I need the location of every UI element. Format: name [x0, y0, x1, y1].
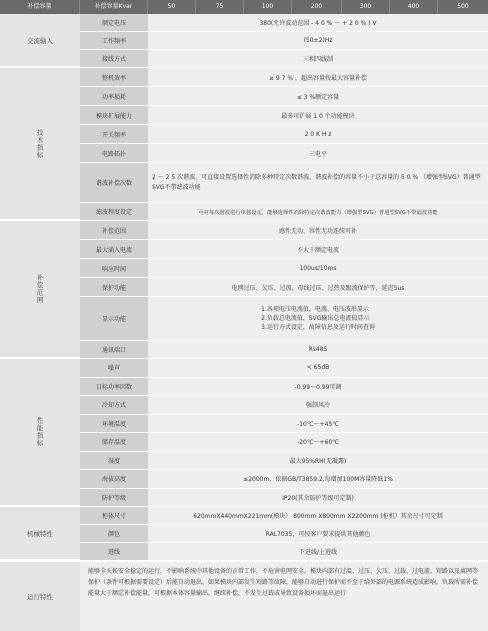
row-value-wiring: 三相四线制	[148, 50, 488, 68]
row-label-rated-voltage: 额定电压	[80, 14, 148, 32]
row-label-target-pf: 目标功率因数	[80, 378, 148, 397]
category-mechanical: 机械特性	[0, 507, 80, 561]
row-label-cabinet-size: 柜体尺寸	[80, 507, 148, 525]
row-value-rated-voltage: 380(允许波动范围 - 4 0 % ～ + 2 0 % ) V	[148, 14, 488, 32]
row-label-altitude: 海拔高度	[80, 470, 148, 489]
row-label-display: 显示功能	[80, 297, 148, 341]
row-value-machine-eff: ≥ 9 7 % ，超出容量按最大容量补偿	[148, 68, 488, 87]
header-capacity-200: 200	[292, 0, 342, 14]
row-value-cabling: 下进线/上进线	[148, 543, 488, 561]
row-value-comp-scope: 感性无功、容性无功连续可补	[148, 221, 488, 240]
header-capacity-75: 75	[196, 0, 244, 14]
row-label-env-temp: 环境温度	[80, 415, 148, 434]
row-label-humidity: 湿度	[80, 452, 148, 471]
row-label-max-inrush: 最大涌入电流	[80, 240, 148, 259]
row-value-env-temp: -10℃～+45℃	[148, 415, 488, 434]
row-value-store-temp: -20℃～+60℃	[148, 433, 488, 452]
row-label-circuit-topo: 电路拓扑	[80, 144, 148, 163]
row-value-humidity: 最大95%RH(无凝露)	[148, 452, 488, 471]
row-value-display	[148, 297, 488, 341]
row-label-filter-set: 滤波程度设定	[80, 203, 148, 221]
row-value-resp-time: 100us/10ms	[148, 259, 488, 278]
row-label-power-loss: 功率损耗	[80, 87, 148, 106]
row-label-store-temp: 储存温度	[80, 433, 148, 452]
row-value-color: RAL7035，可按客户要求提供其他颜色	[148, 525, 488, 543]
header-col-capacity: 补偿容量	[0, 0, 80, 14]
row-value-altitude: ≤2000m，依据GB/T3859.2,每增加100M容量降低1%	[148, 470, 488, 489]
row-label-switch-freq: 开关频率	[80, 125, 148, 144]
row-value-cabinet-size: 620mmX440mmX221mm(模块） 800mm X800mm X2200mm (柜机）其余尺寸可定制	[148, 507, 488, 525]
row-label-comp-scope: 补偿范围	[80, 221, 148, 240]
row-value-cooling: 强制风冷	[148, 396, 488, 415]
row-label-machine-eff: 整机效率	[80, 68, 148, 87]
display-line-3: 3.运行方式设定，故障信息及运行时间查询	[261, 324, 375, 331]
row-label-noise: 噪声	[80, 359, 148, 378]
row-value-target-pf: -0.99～0.99可调	[148, 378, 488, 397]
row-value-comm-port: Rs485	[148, 341, 488, 359]
row-value-module-exp: 最多可扩展 1 0 个功能模块	[148, 106, 488, 125]
header-capacity-50: 50	[148, 0, 196, 14]
category-ac-input: 交流输入	[0, 14, 80, 68]
display-line-1: 1.各项电压电流值，电流、电压波形显示	[261, 306, 369, 313]
row-value-ip-level: IP20(其余防护等级可定制)	[148, 489, 488, 508]
row-label-cooling: 冷却方式	[80, 396, 148, 415]
header-capacity-100: 100	[244, 0, 292, 14]
row-label-cabling: 进线	[80, 543, 148, 561]
header-col-capacity-kvar: 补偿容量Kvar	[80, 0, 148, 14]
row-label-resp-time: 响应时间	[80, 259, 148, 278]
row-value-max-inrush: 不大于额定电流	[148, 240, 488, 259]
display-lines	[261, 305, 375, 332]
row-label-color: 颜色	[80, 525, 148, 543]
row-value-noise: < 65dB	[148, 359, 488, 378]
header-capacity-500: 500	[457, 3, 469, 10]
row-label-ip-level: 防护等级	[80, 489, 148, 508]
row-label-module-exp: 模块扩展能力	[80, 106, 148, 125]
row-label-work-freq: 工作频率	[80, 32, 148, 50]
operation-description: 能够全天候安全稳定的运行，不影响系统中其他设备的正常工作，不危害电网安全。模块内部有过温、过压、欠压、过载、过电流、短路以及离网等保护（条件可根据需要设定）后能自动退出，如果模块内部发生短路等故障，能够自动进行保护而不至于给外部的电源系统造成影响。负载所需补偿能量大于额定补偿能量，可根据本体容量输出，继续补偿，不发生过载或导致设备损坏而退出运行	[80, 562, 488, 631]
row-value-switch-freq: 2 0 K H z	[148, 125, 488, 144]
display-line-2: 2.负载总电流值，SVG输出总电流值显示	[261, 315, 370, 322]
category-performance: 性能指标	[0, 359, 80, 507]
header-capacity-400: 400	[390, 0, 438, 14]
header-capacity-300: 300	[342, 0, 390, 14]
row-value-power-loss: ≤ 3 %额定容量	[148, 87, 488, 106]
row-value-circuit-topo: 三电平	[148, 144, 488, 163]
row-label-comm-port: 通讯端口	[80, 341, 148, 359]
category-tech-index: 技术指标	[0, 68, 80, 221]
table-header	[0, 0, 488, 14]
row-value-harm-times	[148, 163, 488, 203]
row-label-protect: 保护功能	[80, 278, 148, 297]
row-value-work-freq: (50±2)Hz	[148, 32, 488, 50]
row-value-protect: 电网过压、欠压、过流、母线过压、过热及跟流保护等，延迟5us	[148, 278, 488, 297]
harm-times-text: 2 ～ 2 5 次谐波，可直接设置选择性消除多种特定次数谐波，谐波补偿的容量不小于总容量的 5 0 % （增强型SVG）普通型SVG不带滤波功能	[152, 173, 481, 191]
row-value-filter-set: 可对每次谐波进行单独设定，能够选择性消除特定次谐波能力（增强型SVG）普通型SVG不带滤波功能	[148, 203, 488, 221]
category-comp-range: 补偿范围	[0, 221, 80, 359]
category-operation: 运行特性	[0, 562, 80, 631]
row-label-harm-times: 谐波补偿次数	[80, 163, 148, 203]
row-label-wiring: 接线方式	[80, 50, 148, 68]
